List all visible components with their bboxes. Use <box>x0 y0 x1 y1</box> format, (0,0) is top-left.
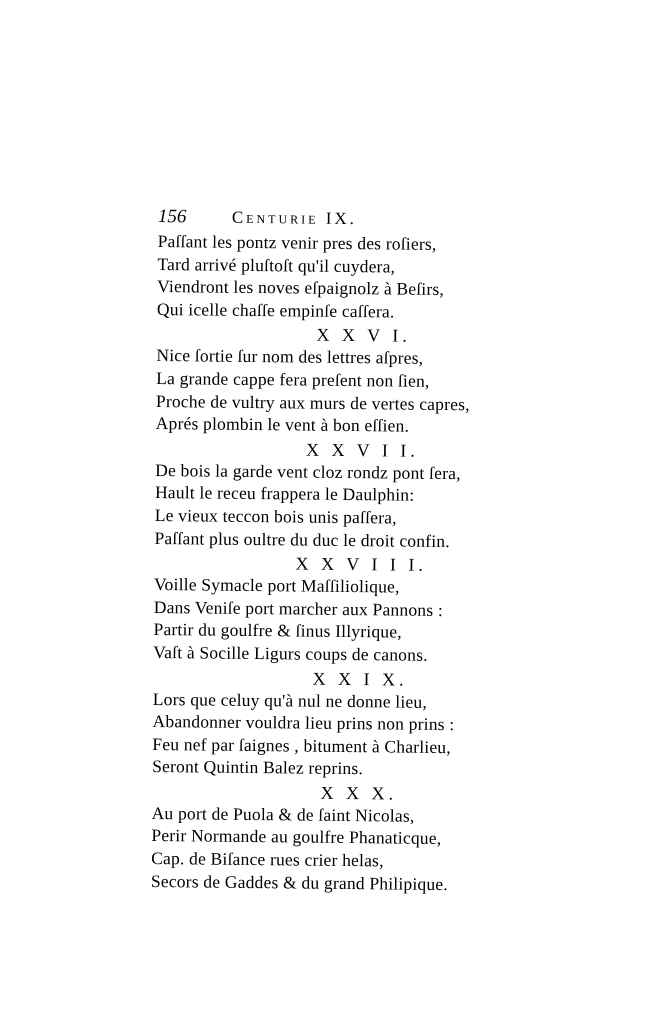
stanza-28 <box>153 551 504 667</box>
verse-line: Viendront les noves eſpaignolz à Beſirs, <box>157 276 445 300</box>
verse-line: Seront Quintin Balez reprins. <box>152 756 364 779</box>
stanza-30 <box>151 780 502 896</box>
verse-line: Voille Symacle port Maſſiliolique, <box>153 574 400 597</box>
verse-line: Perir Normande au goulfre Phanaticque, <box>151 825 442 849</box>
stanza-number: X X X. <box>320 782 398 804</box>
stanza-26 <box>156 322 507 438</box>
verse-line: La grande cappe fera preſent non ſien, <box>156 367 430 391</box>
stanza-number: X X I X. <box>312 668 408 690</box>
verse-line: Qui icelle chaſſe empinſe caſſera. <box>156 298 395 322</box>
verse-line: Paſſant les pontz venir pres des roſiers, <box>157 230 437 254</box>
verse-line: Hault le receu frappera le Daulphin: <box>154 482 415 506</box>
verse-line: Feu nef par ſaignes , bitument à Charlieu, <box>152 733 451 757</box>
verse-line: Proche de vultry aux murs de vertes capres, <box>155 390 470 414</box>
verse-line: Cap. de Biſance rues crier helas, <box>151 848 384 871</box>
stanza-number: X X V I. <box>316 325 411 347</box>
stanza-27 <box>154 437 505 553</box>
verse-line: Aprés plombin le vent à bon eſſien. <box>155 413 410 436</box>
verse-line: Abandonner vouldra lieu prins non prins : <box>152 711 455 735</box>
verse-line: Lors que celuy qu'à nul ne donne lieu, <box>152 688 428 712</box>
verse-line: Le vieux teccon bois unis paſſera, <box>154 504 397 528</box>
verse-line: Nice ſortie ſur nom des lettres aſpres, <box>156 345 424 369</box>
page-header <box>158 206 508 234</box>
verse-line: Tard arrivé pluſtoſt qu'il cuydera, <box>157 253 396 277</box>
stanza-number: X X V I I I. <box>295 553 428 575</box>
verse-line: Paſſant plus oultre du duc le droit confin. <box>154 527 450 551</box>
verse-line: Partir du goulfre & ſinus Illyrique, <box>153 619 402 642</box>
stanza-29 <box>152 665 503 781</box>
stanza-25 <box>157 230 508 324</box>
stanza-number: X X V I I. <box>305 439 419 461</box>
page-text <box>151 206 508 896</box>
verse-line: Au port de Puola & de ſaint Nicolas, <box>151 802 415 826</box>
verse-line: Secors de Gaddes & du grand Philipique. <box>150 870 449 894</box>
verse-line: Dans Veniſe port marcher aux Pannons : <box>153 596 444 620</box>
verse-line: De bois la garde vent cloz rondz pont ſera, <box>155 459 461 483</box>
verse-line: Vaſt à Socille Ligurs coups de canons. <box>153 641 428 665</box>
running-title: Centurie IX. <box>231 207 358 229</box>
page-number: 156 <box>157 206 187 228</box>
